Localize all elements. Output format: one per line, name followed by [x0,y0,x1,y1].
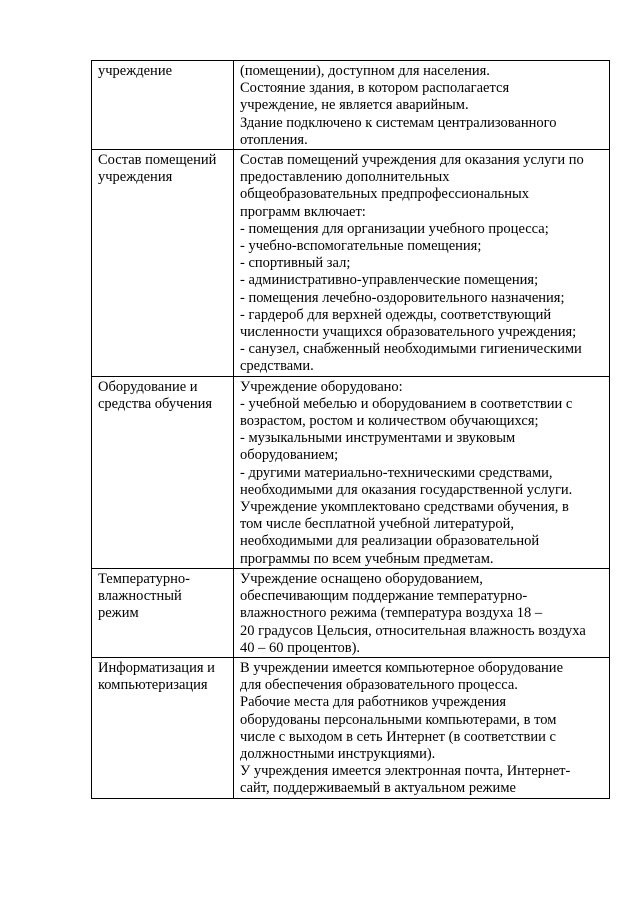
content-line: - учебно-вспомогательные помещения; [240,238,482,255]
content-line: возрастом, ростом и количеством обучающихся; [240,413,539,430]
row-content [234,568,610,657]
table-row [92,376,610,568]
label-line: Информатизация и [98,659,215,676]
content-line: предоставлению дополнительных [240,169,450,186]
content-line: сайт, поддерживаемый в актуальном режиме [240,780,516,797]
content-line: программы по всем учебным предметам. [240,550,494,567]
row-label [92,568,234,657]
row-content [234,376,610,568]
content-line: Учреждение оборудовано: [240,378,403,395]
content-line: - спортивный зал; [240,255,351,272]
content-line: 20 градусов Цельсия, относительная влажность воздуха [240,622,586,639]
content-line: - музыкальными инструментами и звуковым [240,430,516,447]
content-line: том числе бесплатной учебной литературой, [240,516,515,533]
content-line: В учреждении имеется компьютерное оборудование [240,659,564,676]
table-row [92,568,610,657]
content-line: необходимыми для оказания государственной услуги. [240,481,573,498]
row-content [234,657,610,798]
content-line: Учреждение укомплектовано средствами обучения, в [240,499,569,516]
content-line: 40 – 60 процентов). [240,639,361,656]
content-line: Здание подключено к системам централизованного [240,114,557,131]
content-line: - помещения для организации учебного процесса; [240,220,549,237]
content-line: оборудованием; [240,447,339,464]
content-line: должностными инструкциями). [240,745,436,762]
label-line: средства обучения [98,395,213,412]
row-label [92,150,234,377]
row-label [92,61,234,150]
label-line: режим [98,605,139,622]
content-line: - другими материально-техническими средствами, [240,464,553,481]
content-line: числе с выходом в сеть Интернет (в соответствии с [240,728,556,745]
content-line: средствами. [240,358,314,375]
content-line: Состояние здания, в котором располагается [240,80,510,97]
requirements-table [91,60,610,799]
content-line: - административно-управленческие помещения; [240,272,539,289]
label-line: компьютеризация [98,677,208,694]
content-line: влажностного режима (температура воздуха 18 – [240,605,543,622]
content-line: отопления. [240,131,308,148]
label-line: влажностный [98,588,182,605]
row-label [92,376,234,568]
content-line: обеспечивающим поддержание температурно- [240,588,528,605]
content-line: Учреждение оснащено оборудованием, [240,570,483,587]
table-row [92,150,610,377]
content-line: для обеспечения образовательного процесса. [240,677,518,694]
content-line: Состав помещений учреждения для оказания услуги по [240,152,584,169]
content-line: У учреждения имеется электронная почта, Интернет- [240,763,571,780]
content-line: - санузел, снабженный необходимыми гигиеническими [240,341,582,358]
content-line: Рабочие места для работников учреждения [240,694,507,711]
content-line: учреждение, не является аварийным. [240,97,469,114]
label-line: Оборудование и [98,378,198,395]
content-line: численности учащихся образовательного учреждения; [240,324,577,341]
label-line: Температурно- [98,570,190,587]
label-line: Состав помещений [98,152,217,169]
content-line: - учебной мебелью и оборудованием в соответствии с [240,395,573,412]
row-content [234,150,610,377]
label-line: учреждение [98,63,173,79]
content-line: программ включает: [240,203,366,220]
content-line: общеобразовательных предпрофессиональных [240,186,530,203]
label-line: учреждения [98,169,173,186]
table-row [92,61,610,150]
content-line: оборудованы персональными компьютерами, в том [240,711,557,728]
content-line: необходимыми для реализации образовательной [240,533,540,550]
content-line: (помещении), доступном для населения. [240,63,490,79]
row-content [234,61,610,150]
content-line: - помещения лечебно-оздоровительного назначения; [240,289,565,306]
content-line: - гардероб для верхней одежды, соответствующий [240,306,552,323]
table-row [92,657,610,798]
row-label [92,657,234,798]
